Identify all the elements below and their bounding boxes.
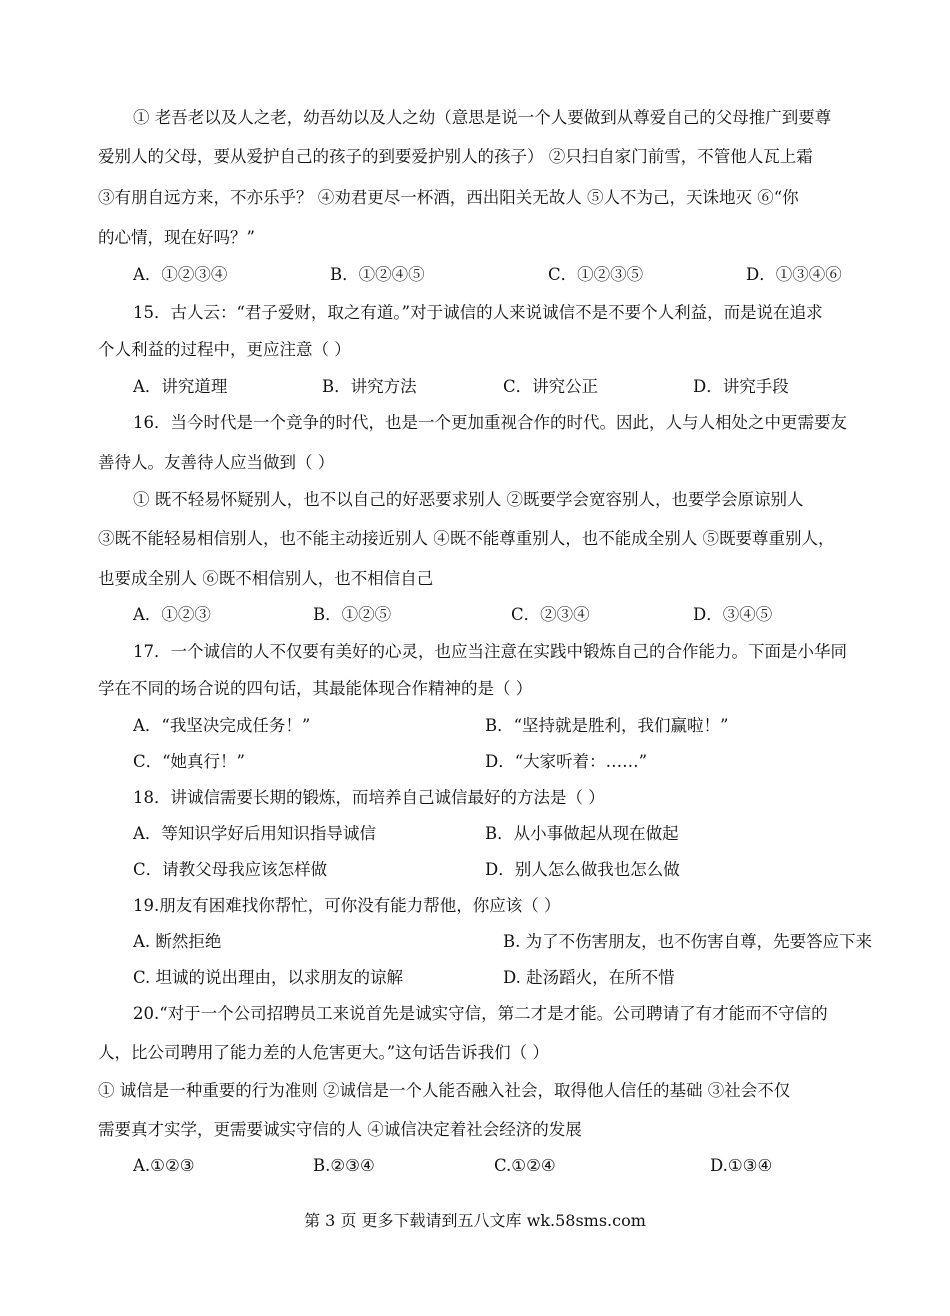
q14-option-c: C．①②③⑤ [548, 265, 644, 284]
q20-item-line-1: ① 诚信是一种重要的行为准则 ②诚信是一个人能否融入社会，取得他人信任的基础 ③社会不仅 [98, 1081, 791, 1100]
q20-option-a: A.①②③ [133, 1156, 195, 1175]
q16-option-a: A．①②③ [133, 605, 211, 624]
q19-option-a: A. 断然拒绝 [133, 932, 222, 951]
q20-line-1: 20.“对于一个公司招聘员工来说首先是诚实守信，第二才是才能。公司聘请了有才能而不守信的 [133, 1004, 828, 1023]
q20-item-line-2: 需要真才实学，更需要诚实守信的人 ④诚信决定着社会经济的发展 [98, 1120, 582, 1139]
q14-option-a: A．①②③④ [133, 265, 228, 284]
q16-option-d: D．③④⑤ [693, 605, 773, 624]
q16-option-c: C．②③④ [511, 605, 590, 624]
q14-line-3: ③有朋自远方来，不亦乐乎？ ④劝君更尽一杯酒，西出阳关无故人 ⑤人不为己，天诛地灭 ⑥“你 [98, 188, 799, 207]
q16-line-2: 善待人。友善待人应当做到（ ） [98, 453, 335, 472]
q14-line-2: 爱别人的父母，要从爱护自己的孩子的到要爱护别人的孩子） ②只扫自家门前雪，不管他人瓦上霜 [98, 147, 813, 166]
q17-option-d: D．“大家听着：……” [485, 752, 648, 771]
q19-option-c: C. 坦诚的说出理由，以求朋友的谅解 [133, 968, 404, 987]
q20-option-c: C.①②④ [494, 1156, 556, 1175]
q17-option-c: C．“她真行！” [133, 752, 245, 771]
q19-line-1: 19.朋友有困难找你帮忙，可你没有能力帮他，你应该（ ） [133, 896, 561, 915]
q16-item-line-2: ③既不能轻易相信别人，也不能主动接近别人 ④既不能尊重别人，也不能成全别人 ⑤既要尊重别人， [98, 529, 835, 548]
q14-option-b: B．①②④⑤ [330, 265, 425, 284]
q20-line-2: 人，比公司聘用了能力差的人危害更大。”这句话告诉我们（ ） [98, 1043, 549, 1062]
q14-line-1: ① 老吾老以及人之老，幼吾幼以及人之幼（意思是说一个人要做到从尊爱自己的父母推广到要尊 [133, 108, 832, 127]
q16-option-b: B．①②⑤ [313, 605, 392, 624]
q15-line-2: 个人利益的过程中，更应注意（ ） [98, 340, 351, 359]
q18-option-c: C．请教父母我应该怎样做 [133, 860, 328, 879]
q18-line-1: 18．讲诚信需要长期的锻炼，而培养自己诚信最好的方法是（ ） [133, 788, 605, 807]
q15-option-b: B．讲究方法 [322, 377, 417, 396]
page-footer: 第 3 页 更多下载请到五八文库 wk.58sms.com [304, 1211, 646, 1230]
q14-line-4: 的心情，现在好吗？” [98, 228, 255, 247]
q19-option-d: D. 赴汤蹈火，在所不惜 [503, 968, 675, 987]
q16-line-1: 16．当今时代是一个竞争的时代，也是一个更加重视合作的时代。因此，人与人相处之中更需要友 [133, 413, 847, 432]
q15-line-1: 15．古人云：“君子爱财，取之有道。”对于诚信的人来说诚信不是不要个人利益，而是说在追求 [133, 303, 823, 322]
q15-option-a: A．讲究道理 [133, 377, 228, 396]
q16-item-line-3: 也要成全别人 ⑥既不相信别人，也不相信自己 [98, 569, 434, 588]
q20-option-d: D.①③④ [710, 1156, 773, 1175]
q16-item-line-1: ① 既不轻易怀疑别人，也不以自己的好恶要求别人 ②既要学会宽容别人，也要学会原谅别人 [133, 490, 804, 509]
q20-option-b: B.②③④ [313, 1156, 375, 1175]
q18-option-d: D．别人怎么做我也怎么做 [485, 860, 680, 879]
q19-option-b: B. 为了不伤害朋友，也不伤害自尊，先要答应下来 [503, 932, 873, 951]
q14-option-d: D．①③④⑥ [746, 265, 842, 284]
q18-option-a: A．等知识学好后用知识指导诚信 [133, 824, 376, 843]
q17-option-a: A．“我坚决完成任务！” [133, 716, 311, 735]
q15-option-d: D．讲究手段 [693, 377, 789, 396]
q17-line-2: 学在不同的场合说的四句话，其最能体现合作精神的是（ ） [98, 679, 533, 698]
q18-option-b: B．从小事做起从现在做起 [485, 824, 679, 843]
q15-option-c: C．讲究公正 [503, 377, 599, 396]
q17-line-1: 17．一个诚信的人不仅要有美好的心灵，也应当注意在实践中锻炼自己的合作能力。下面是小华同 [133, 642, 847, 661]
q17-option-b: B．“坚持就是胜利，我们赢啦！” [485, 716, 729, 735]
